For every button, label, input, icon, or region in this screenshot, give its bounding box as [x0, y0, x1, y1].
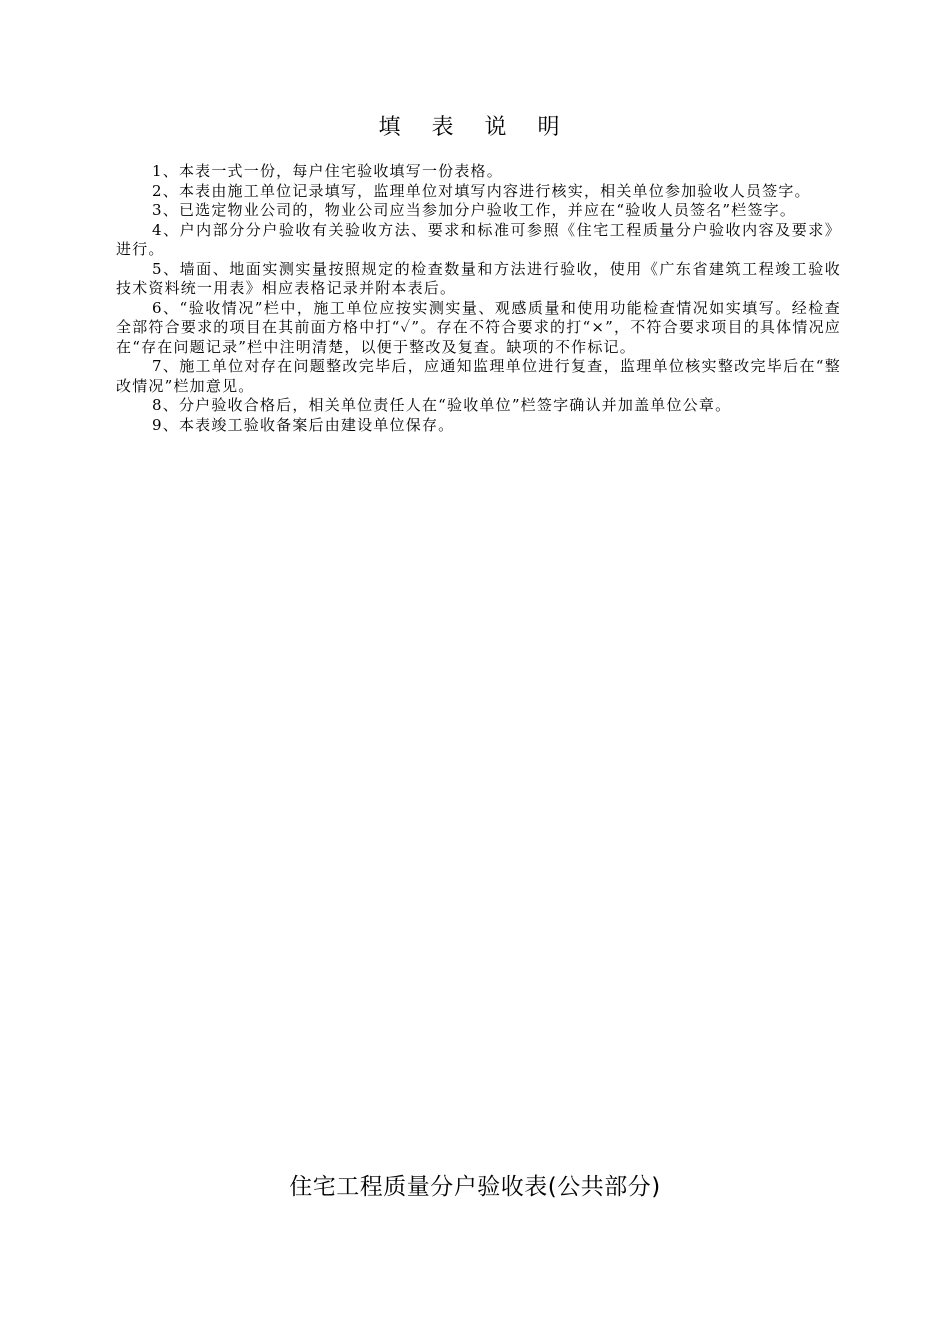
instruction-item: 6、“验收情况”栏中，施工单位应按实测实量、观感质量和使用功能检查情况如实填写。经检查全部符合要求的项目在其前面方格中打“✓”。存在不符合要求的打“×”，不符合要求项目的具体情况应在“存在问题记录”栏中注明清楚，以便于整改及复查。缺项的不作标记。 [116, 298, 841, 356]
instruction-item: 8、分户验收合格后，相关单位责任人在“验收单位”栏签字确认并加盖单位公章。 [152, 396, 732, 414]
instruction-item: 2、本表由施工单位记录填写，监理单位对填写内容进行核实，相关单位参加验收人员签字。 [152, 181, 811, 200]
instruction-item: 9、本表竣工验收备案后由建设单位保存。 [152, 415, 455, 434]
page-heading: 填 表 说 明 [378, 115, 572, 140]
instruction-item: 1、本表一式一份，每户住宅验收填写一份表格。 [152, 162, 503, 180]
instruction-item: 7、施工单位对存在问题整改完毕后，应通知监理单位进行复查，监理单位核实整改完毕后在“整改情况”栏加意见。 [116, 357, 841, 395]
instructions-list [116, 162, 841, 435]
instruction-item: 3、已选定物业公司的，物业公司应当参加分户验收工作，并应在“验收人员签名”栏签字。 [152, 201, 797, 219]
instruction-item: 4、户内部分分户验收有关验收方法、要求和标准可参照《住宅工程质量分户验收内容及要求》进行。 [116, 220, 841, 258]
instruction-item: 5、墙面、地面实测实量按照规定的检查数量和方法进行验收，使用《广东省建筑工程竣工验收技术资料统一用表》相应表格记录并附本表后。 [116, 259, 841, 297]
form-title: 住宅工程质量分户验收表(公共部分) [289, 1174, 661, 1200]
